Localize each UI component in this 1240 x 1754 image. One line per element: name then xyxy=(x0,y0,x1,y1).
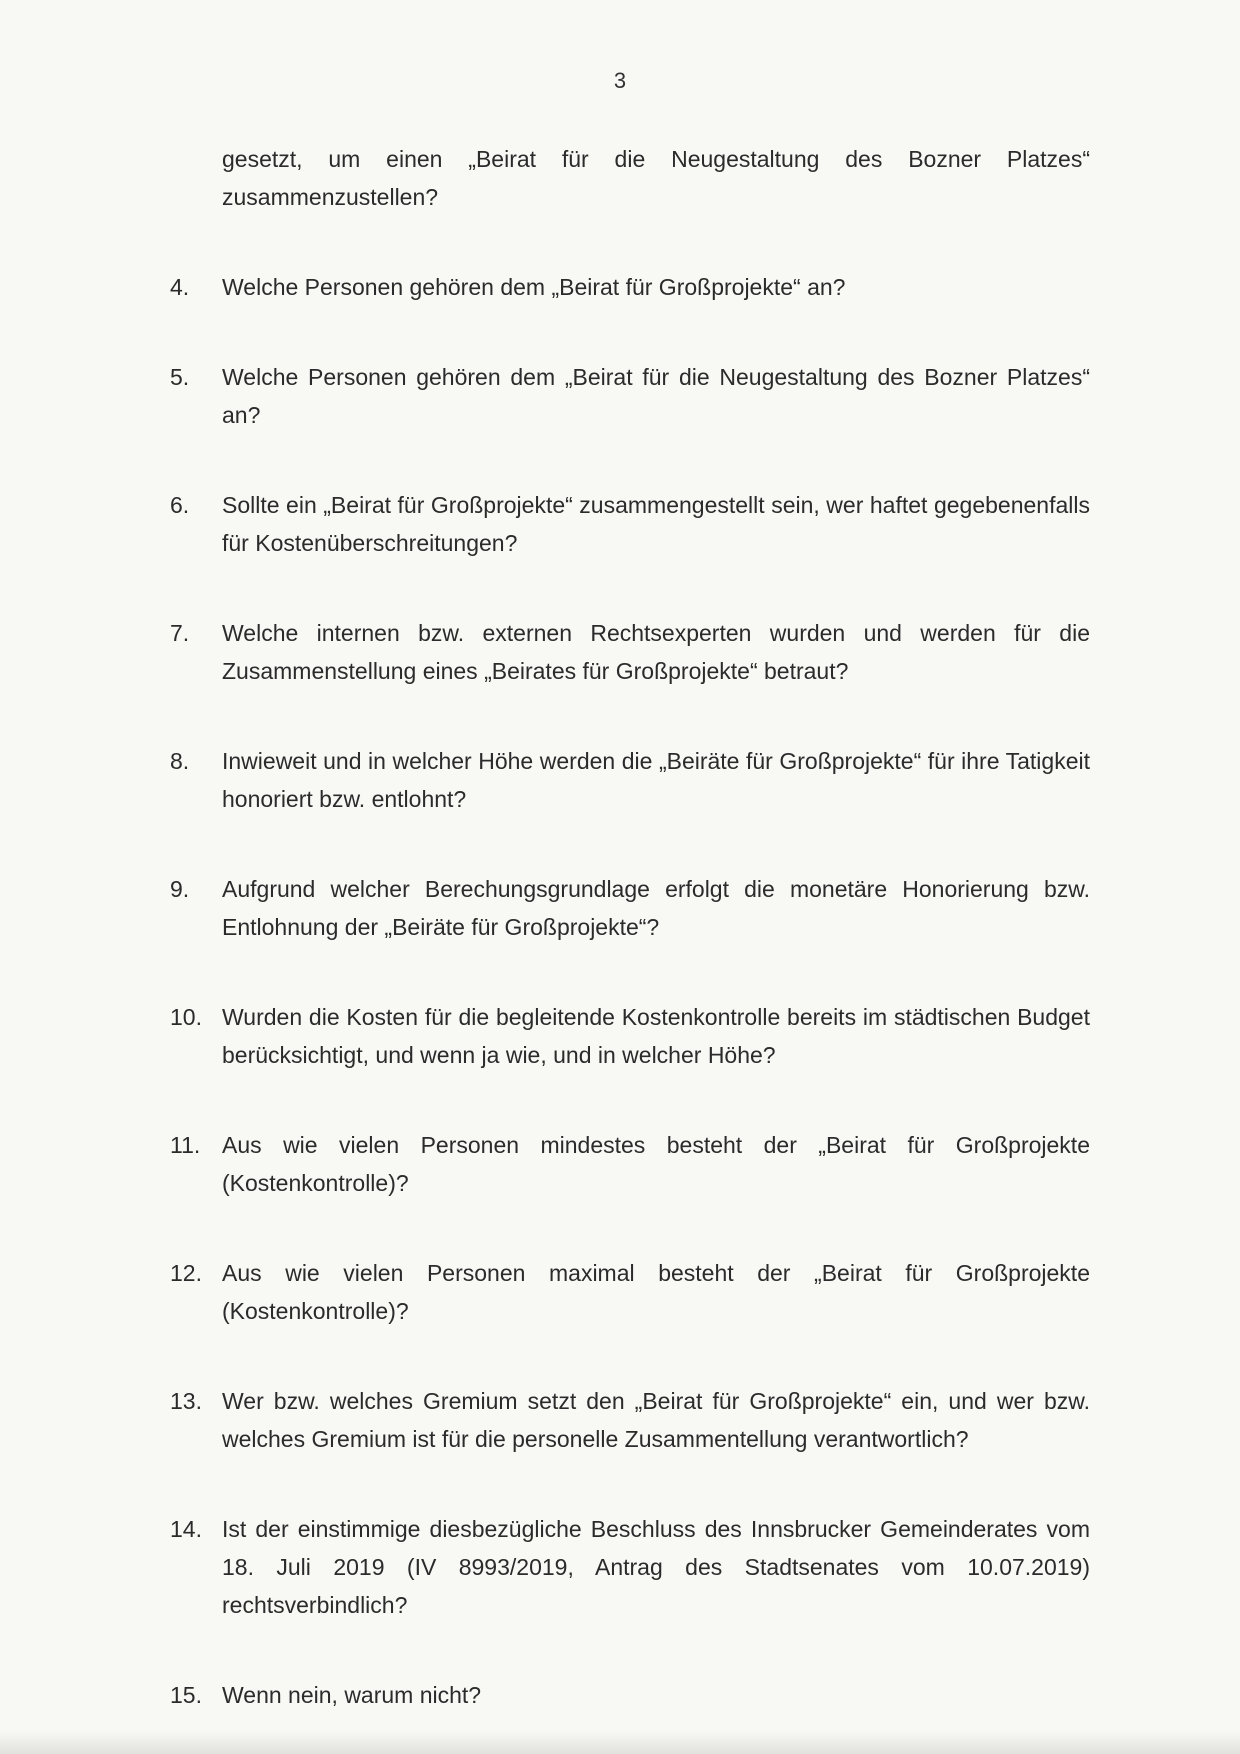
question-number: 14. xyxy=(170,1516,202,1542)
question-number: 11. xyxy=(170,1132,201,1158)
question-text: Aus wie vielen Personen maximal besteht der „Beirat für Großprojekte (Kostenkontrolle)? xyxy=(222,1260,1090,1324)
question-number: 5. xyxy=(170,364,190,390)
question-number: 15. xyxy=(170,1682,202,1708)
question-text: Inwieweit und in welcher Höhe werden die „Beiräte für Großprojekte“ für ihre Tatigkeit honoriert bzw. entlohnt? xyxy=(222,748,1090,812)
continuation-paragraph: gesetzt, um einen „Beirat für die Neugestaltung des Bozner Platzes“ zusammenzustellen? xyxy=(222,146,1090,210)
question-text: Wurden die Kosten für die begleitende Kostenkontrolle bereits im städtischen Budget berücksichtigt, und wenn ja wie, und in welcher Höhe? xyxy=(222,1004,1090,1068)
question-number: 9. xyxy=(170,876,190,902)
question-number: 8. xyxy=(170,748,190,774)
question-text: Welche Personen gehören dem „Beirat für die Neugestaltung des Bozner Platzes“ an? xyxy=(222,364,1090,428)
question-number: 13. xyxy=(170,1388,202,1414)
page-number: 3 xyxy=(613,68,627,93)
question-text: Welche internen bzw. externen Rechtsexperten wurden und werden für die Zusammenstellung eines „Beirates für Großprojekte“ betraut? xyxy=(222,620,1090,684)
question-item xyxy=(170,1382,1090,1458)
question-item xyxy=(170,486,1090,562)
question-item xyxy=(170,870,1090,946)
question-item xyxy=(170,742,1090,818)
question-item xyxy=(170,998,1090,1074)
question-number: 6. xyxy=(170,492,190,518)
question-text: Wenn nein, warum nicht? xyxy=(222,1682,482,1708)
question-number: 4. xyxy=(170,274,190,300)
question-number: 10. xyxy=(170,1004,202,1030)
question-item xyxy=(170,1676,1090,1714)
question-text: Welche Personen gehören dem „Beirat für Großprojekte“ an? xyxy=(222,274,846,300)
scan-edge-shadow xyxy=(0,1730,1240,1754)
question-text: Aus wie vielen Personen mindestes besteht der „Beirat für Großprojekte (Kostenkontrolle)? xyxy=(222,1132,1090,1196)
question-item xyxy=(170,614,1090,690)
question-text: Aufgrund welcher Berechungsgrundlage erfolgt die monetäre Honorierung bzw. Entlohnung der „Beiräte für Großprojekte“? xyxy=(222,876,1090,940)
question-item xyxy=(170,1254,1090,1330)
question-text: Sollte ein „Beirat für Großprojekte“ zusammengestellt sein, wer haftet gegebenenfalls für Kostenüberschreitungen? xyxy=(222,492,1090,556)
question-item xyxy=(170,358,1090,434)
question-text: Ist der einstimmige diesbezügliche Beschluss des Innsbrucker Gemeinderates vom 18. Juli 2019 (IV 8993/2019, Antrag des Stadtsenates vom 10.07.2019) rechtsverbindlich? xyxy=(222,1516,1090,1618)
question-item xyxy=(170,1510,1090,1624)
question-number: 7. xyxy=(170,620,190,646)
question-text: Wer bzw. welches Gremium setzt den „Beirat für Großprojekte“ ein, und wer bzw. welches Gremium ist für die personelle Zusammentellung verantwortlich? xyxy=(222,1388,1090,1452)
question-item xyxy=(170,1126,1090,1202)
question-list xyxy=(170,140,1090,1714)
question-item xyxy=(170,268,1090,306)
question-number: 12. xyxy=(170,1260,202,1286)
